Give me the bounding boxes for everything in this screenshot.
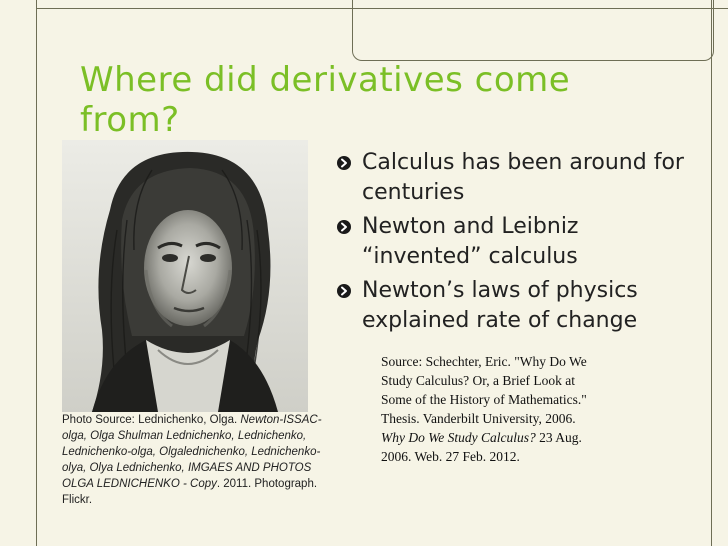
bullet-item	[336, 276, 696, 336]
caption-text: Photo Source: Lednichenko, Olga.	[62, 414, 241, 426]
frame-line-right	[711, 0, 712, 546]
bullet-text: Newton and Leibniz “invented” calculus	[362, 214, 579, 269]
frame-inner-box	[352, 0, 714, 61]
frame-line-left	[36, 0, 37, 546]
arrow-bullet-icon	[336, 283, 352, 299]
photo-caption	[62, 412, 332, 508]
newton-portrait-drawing	[62, 140, 308, 412]
caption-text-end: . 2011. Photograph. Flickr.	[62, 478, 318, 506]
bullet-list	[336, 148, 696, 340]
arrow-bullet-icon	[336, 155, 352, 171]
source-text: Source: Schechter, Eric. "Why Do We Study Calculus? Or, a Brief Look at Some of the History of Mathematics." Thesis. Vanderbilt University, 2006.	[381, 354, 587, 426]
newton-portrait	[62, 140, 308, 412]
source-title-italic: Why Do We Study Calculus?	[381, 430, 536, 445]
bullet-text: Calculus has been around for centuries	[362, 150, 684, 205]
bullet-item	[336, 148, 696, 208]
bullet-text: Newton’s laws of physics explained rate of change	[362, 278, 638, 333]
bullet-item	[336, 212, 696, 272]
source-citation	[381, 352, 591, 466]
slide-title: Where did derivatives come from?	[80, 60, 571, 140]
source-text-end: 23 Aug. 2006. Web. 27 Feb. 2012.	[381, 430, 582, 464]
caption-title-italic: Newton-ISSAC-olga, Olga Shulman Lednichenko, Lednichenko, Lednichenko-olga, Olgalednichenko, Lednichenko-olya, Olya Lednichenko, IMGAES AND PHOTOS OLGA LEDNICHENKO - Copy	[62, 414, 322, 490]
arrow-bullet-icon	[336, 219, 352, 235]
